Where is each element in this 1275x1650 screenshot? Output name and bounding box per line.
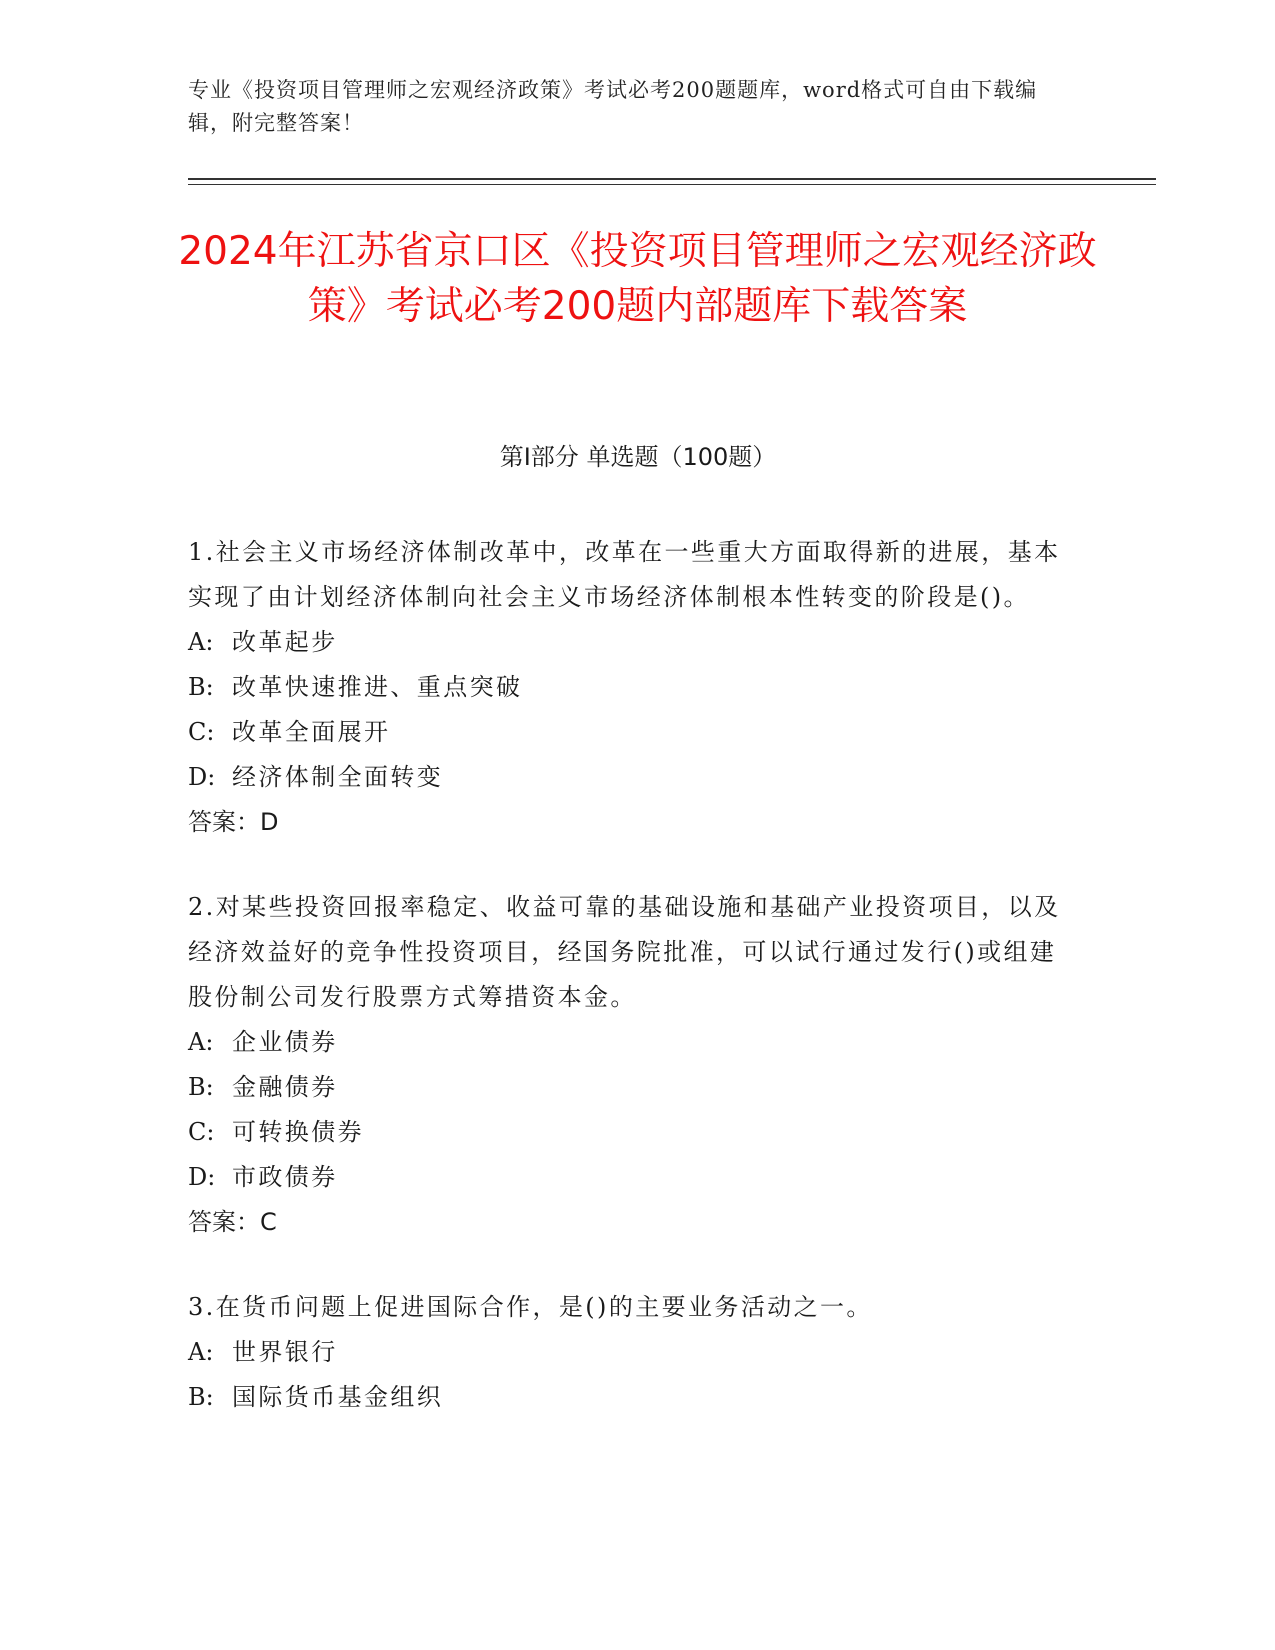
option-b — [188, 1375, 1068, 1420]
question-2 — [188, 885, 1068, 1245]
option-text: 国际货币基金组织 — [232, 1383, 444, 1411]
question-stem: 3.在货币问题上促进国际合作，是()的主要业务活动之一。 — [188, 1293, 873, 1321]
question-stem: 1.社会主义市场经济体制改革中，改革在一些重大方面取得新的进展，基本实现了由计划经济体制向社会主义市场经济体制根本性转变的阶段是()。 — [188, 538, 1061, 611]
header-divider-thin — [188, 184, 1156, 185]
option-text: 金融债券 — [232, 1073, 338, 1101]
option-text: 改革起步 — [232, 628, 338, 656]
option-a — [188, 620, 1068, 665]
option-key: B: — [188, 673, 214, 701]
question-list — [188, 530, 1068, 1460]
option-key: C: — [188, 718, 215, 746]
option-d — [188, 755, 1068, 800]
option-d — [188, 1155, 1068, 1200]
option-key: A: — [188, 1338, 214, 1366]
header-note: 专业《投资项目管理师之宏观经济政策》考试必考200题题库，word格式可自由下载编辑，附完整答案！ — [188, 78, 1038, 135]
option-key: C: — [188, 1118, 215, 1146]
option-key: A: — [188, 628, 214, 656]
question-stem: 2.对某些投资回报率稳定、收益可靠的基础设施和基础产业投资项目，以及经济效益好的竞争性投资项目，经国务院批准，可以试行通过发行()或组建股份制公司发行股票方式筹措资本金。 — [188, 893, 1061, 1011]
option-a — [188, 1330, 1068, 1375]
question-answer: 答案：D — [188, 808, 279, 836]
option-key: A: — [188, 1028, 214, 1056]
option-c — [188, 710, 1068, 755]
option-text: 世界银行 — [232, 1338, 338, 1366]
option-b — [188, 665, 1068, 710]
option-text: 改革全面展开 — [232, 718, 391, 746]
question-1 — [188, 530, 1068, 845]
section-heading: 第Ⅰ部分 单选题（100题） — [499, 443, 777, 471]
option-text: 市政债券 — [232, 1163, 338, 1191]
option-text: 可转换债券 — [232, 1118, 364, 1146]
option-text: 经济体制全面转变 — [232, 763, 444, 791]
question-3 — [188, 1285, 1068, 1420]
option-key: D: — [188, 1163, 216, 1191]
option-key: D: — [188, 763, 216, 791]
option-b — [188, 1065, 1068, 1110]
option-text: 改革快速推进、重点突破 — [232, 673, 523, 701]
option-key: B: — [188, 1073, 214, 1101]
option-c — [188, 1110, 1068, 1155]
question-answer: 答案：C — [188, 1208, 277, 1236]
header-divider-thick — [188, 178, 1156, 180]
option-a — [188, 1020, 1068, 1065]
option-key: B: — [188, 1383, 214, 1411]
option-text: 企业债券 — [232, 1028, 338, 1056]
document-title: 2024年江苏省京口区《投资项目管理师之宏观经济政策》考试必考200题内部题库下载答案 — [178, 229, 1097, 329]
